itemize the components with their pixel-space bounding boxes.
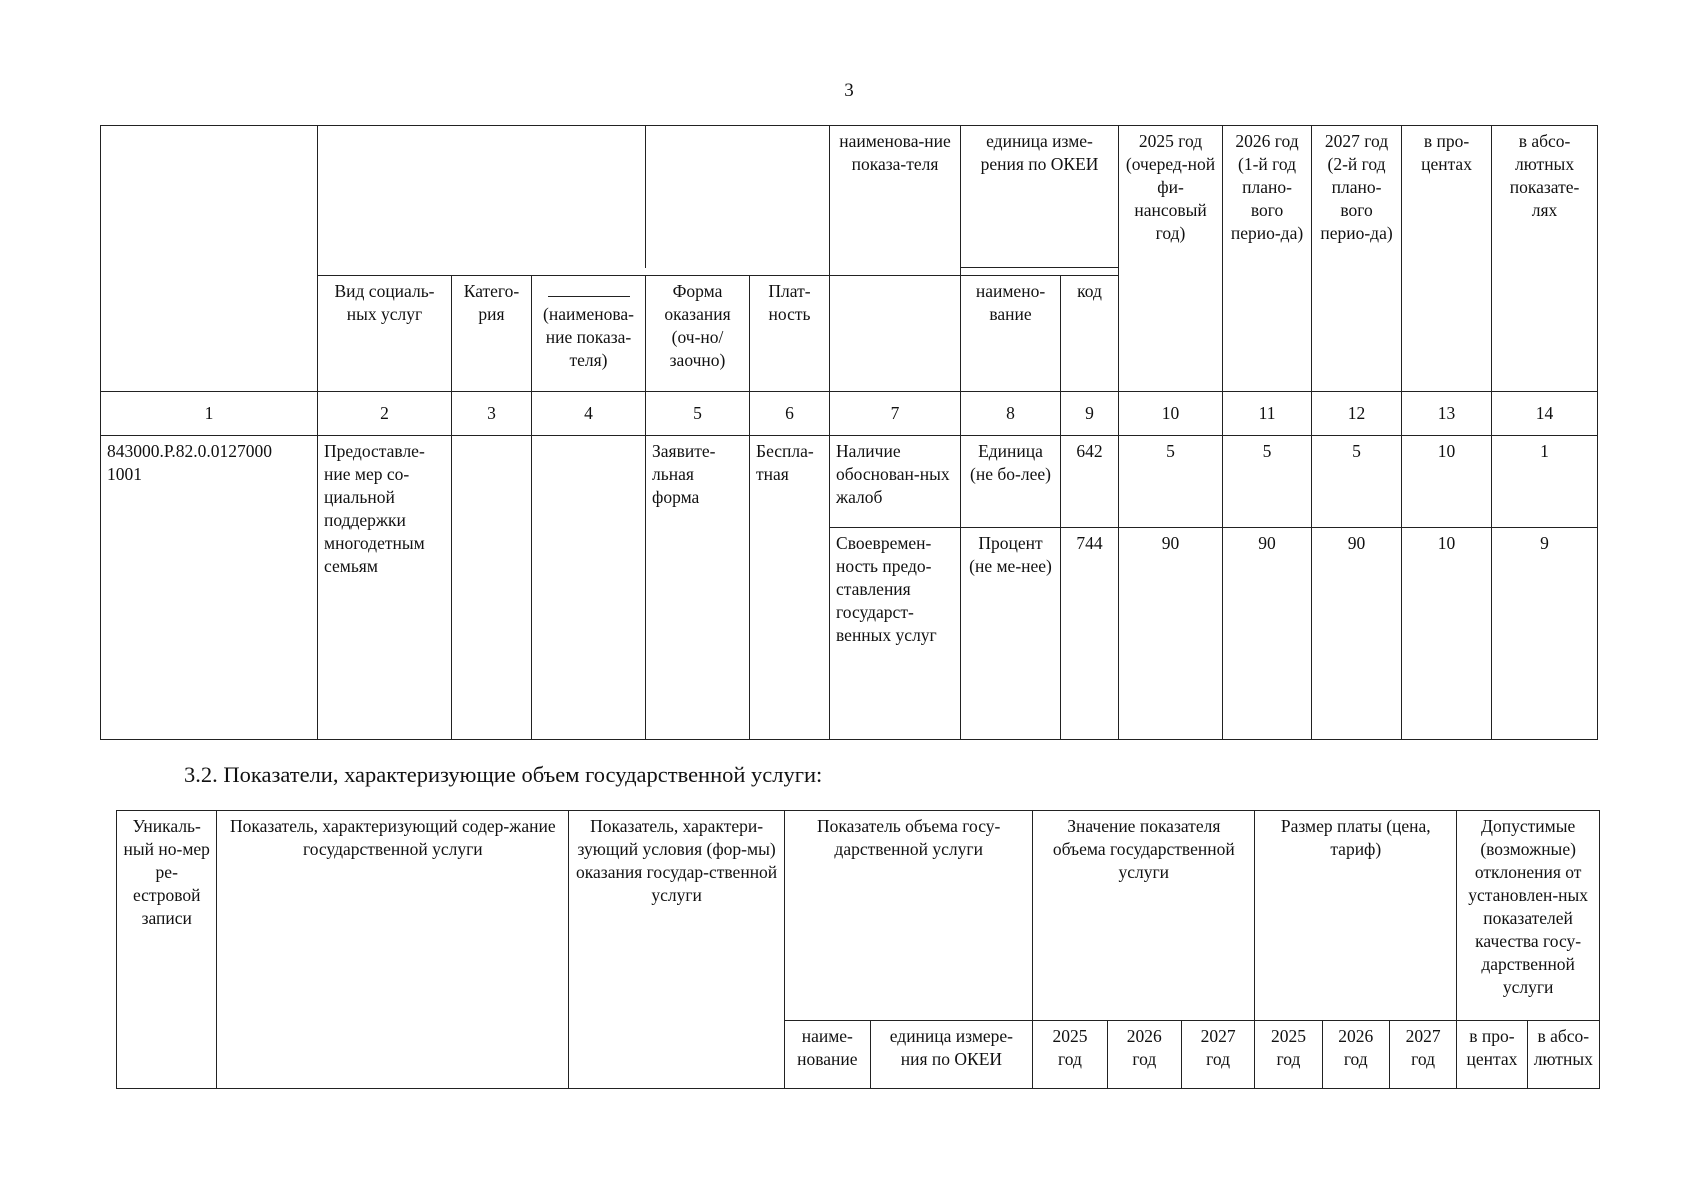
header-2026: 2026 год (1-й год плано-вого перио-да) xyxy=(1223,126,1312,392)
t2-header-z2026: 2026 год xyxy=(1107,1021,1181,1089)
row2-2027: 90 xyxy=(1312,528,1402,740)
quality-indicators-table xyxy=(100,125,1598,740)
col-num-7: 7 xyxy=(830,392,961,436)
header-edinica-okei: единица изме-рения по ОКЕИ xyxy=(961,126,1119,268)
record-forma: Заявите-льная форма xyxy=(646,436,750,740)
col-num-2: 2 xyxy=(318,392,452,436)
t2-header-dopustimye: Допустимые (возможные) отклонения от установлен-ных показателей качества госу-дарственной услуги xyxy=(1457,811,1600,1021)
col-num-8: 8 xyxy=(961,392,1061,436)
row1-procent: 10 xyxy=(1402,436,1492,528)
record-kategoriya xyxy=(452,436,532,740)
header-blank-3 xyxy=(646,126,830,268)
col-num-13: 13 xyxy=(1402,392,1492,436)
header-vid-uslug-cell: Вид социаль-ных услуг xyxy=(318,276,452,392)
t2-header-razmer-platy: Размер платы (цена, тариф) xyxy=(1255,811,1457,1021)
row1-2027: 5 xyxy=(1312,436,1402,528)
row2-2026: 90 xyxy=(1223,528,1312,740)
row1-2026: 5 xyxy=(1223,436,1312,528)
row2-kod: 744 xyxy=(1061,528,1119,740)
header-platnost: Плат-ность xyxy=(750,276,830,392)
row1-2025: 5 xyxy=(1119,436,1223,528)
section-heading: 3.2. Показатели, характеризующие объем государственной услуги: xyxy=(184,762,823,787)
header-naimenovanie-pokazatelya-cont xyxy=(830,276,961,392)
col-num-9: 9 xyxy=(1061,392,1119,436)
col-num-6: 6 xyxy=(750,392,830,436)
t2-header-v-absolyutnyh: в абсо-лютных xyxy=(1527,1021,1599,1089)
header-blank-1b xyxy=(101,268,318,276)
t2-header-z2027: 2027 год xyxy=(1181,1021,1254,1089)
header-naimen-pokaz-text: (наименова-ние показа-теля) xyxy=(543,304,634,370)
col-num-14: 14 xyxy=(1492,392,1598,436)
col-num-12: 12 xyxy=(1312,392,1402,436)
row1-edinica: Единица (не бо-лее) xyxy=(961,436,1061,528)
row1-pokazatel: Наличие обоснован-ных жалоб xyxy=(830,436,961,528)
col-num-5: 5 xyxy=(646,392,750,436)
col-num-4: 4 xyxy=(532,392,646,436)
t2-header-p2026: 2026 год xyxy=(1322,1021,1389,1089)
row1-abs: 1 xyxy=(1492,436,1598,528)
row1-kod: 642 xyxy=(1061,436,1119,528)
col-num-3: 3 xyxy=(452,392,532,436)
col-num-11: 11 xyxy=(1223,392,1312,436)
header-blank-1c xyxy=(101,276,318,392)
col-num-1: 1 xyxy=(101,392,318,436)
t2-header-pokaz-usloviya: Показатель, характери-зующий условия (фор-мы) оказания государ-ственной услуги xyxy=(569,811,785,1089)
t2-header-unikalny-nomer: Уникаль-ный но-мер ре-естровой записи xyxy=(117,811,217,1089)
header-v-absolyutnyh: в абсо-лютных показате-лях xyxy=(1492,126,1598,392)
row2-2025: 90 xyxy=(1119,528,1223,740)
header-2025: 2025 год (очеред-ной фи-нансовый год) xyxy=(1119,126,1223,392)
header-naimen-pokaz-blank xyxy=(532,276,646,392)
header-v-procentah: в про-центах xyxy=(1402,126,1492,392)
row2-edinica: Процент (не ме-нее) xyxy=(961,528,1061,740)
record-pokazatel-blank xyxy=(532,436,646,740)
header-kategoriya: Катего-рия xyxy=(452,276,532,392)
volume-indicators-table xyxy=(116,810,1600,1089)
page-number: 3 xyxy=(844,80,854,101)
record-platnost: Беспла-тная xyxy=(750,436,830,740)
row2-procent: 10 xyxy=(1402,528,1492,740)
t2-header-naimenovanie: наиме-нование xyxy=(785,1021,870,1089)
header-forma-okazaniya: Форма оказания (оч-но/заочно) xyxy=(646,276,750,392)
t2-header-edinica-okei: единица измере-ния по ОКЕИ xyxy=(870,1021,1033,1089)
t2-header-z2025: 2025 год xyxy=(1033,1021,1107,1089)
t2-header-pokaz-obema: Показатель объема госу-дарственной услуги xyxy=(785,811,1033,1021)
t2-header-v-procentah: в про-центах xyxy=(1457,1021,1527,1089)
col-num-10: 10 xyxy=(1119,392,1223,436)
t2-header-znachenie: Значение показателя объема государственной услуги xyxy=(1033,811,1255,1021)
header-naimenovanie: наимено-вание xyxy=(961,276,1061,392)
header-blank-2 xyxy=(318,126,646,268)
row2-abs: 9 xyxy=(1492,528,1598,740)
row2-pokazatel: Своевремен-ность предо-ставления государст-венных услуг xyxy=(830,528,961,740)
record-vid-uslug: Предоставле-ние мер со-циальной поддержки многодетным семьям xyxy=(318,436,452,740)
header-kod: код xyxy=(1061,276,1119,392)
t2-header-pokaz-soderzhanie: Показатель, характеризующий содер-жание государственной услуги xyxy=(217,811,569,1089)
t2-header-p2027: 2027 год xyxy=(1389,1021,1456,1089)
header-2027: 2027 год (2-й год плано-вого перио-да) xyxy=(1312,126,1402,392)
blank-underline xyxy=(548,282,630,297)
record-nomer: 843000.Р.82.0.0127000 1001 xyxy=(101,436,318,740)
header-blank-1 xyxy=(101,126,318,268)
header-naimenovanie-pokazatelya: наименова-ние показа-теля xyxy=(830,126,961,276)
t2-header-p2025: 2025 год xyxy=(1255,1021,1322,1089)
